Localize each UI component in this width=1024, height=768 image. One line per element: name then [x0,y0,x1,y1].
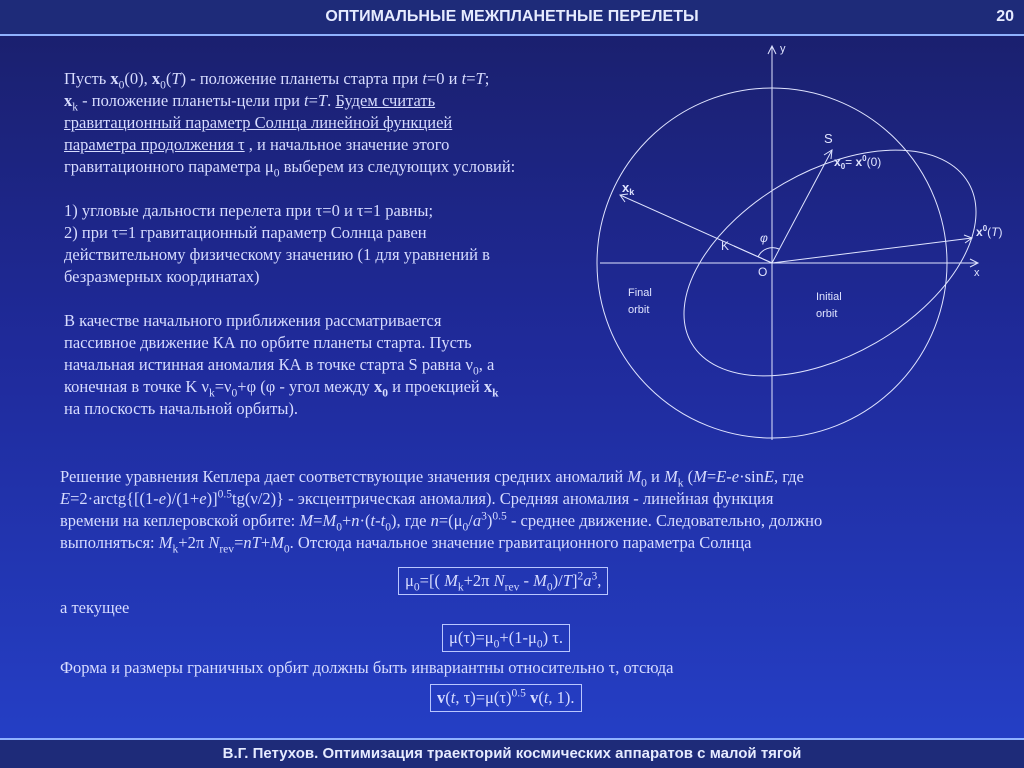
p1-line-3: гравитационный параметр Солнца линейной функцией [64,113,453,132]
initial-orbit-label-1: Initial [816,291,842,303]
bottom-line-3: времени на кеплеровской орбите: $M=M_0+n\cdot(t-t_0)$, где $n=(\mu_0/a^3)^{0.5}$ - среднее движение. Следовательно, должно [60,510,823,534]
formula-mu0-box [398,567,608,595]
x0-vector [772,150,832,263]
bottom-line-1: Решение уравнения Кеплера дает соответствующие значения средних аномалий $M_0$ и $M_k$ (M=E-e·sinE, где [60,467,804,490]
point-k-label: K [721,239,730,253]
formula-mu-tau-box [442,624,570,652]
formula-velocity: v(t, $\tau)=\mu(\tau)^{0.5}$ v(t, 1). [437,687,575,707]
xk-vector-label: $x_k$ [622,180,635,197]
p2-line-2: 2) при τ=1 гравитационный параметр Солнца равен [64,223,427,242]
footer-text: В.Г. Петухов. Оптимизация траекторий космических аппаратов с малой тягой [222,745,802,762]
xt-vector-label: $x^0(T)$ [976,224,1003,239]
formula-mu0: $\mu_0=$[( $M_k+2\pi$ $N_{rev} - M_0)/T]^2a^3$, [405,570,602,594]
final-orbit-label-2: orbit [628,304,650,316]
paragraph-definitions [64,68,624,178]
bottom-line-4: выполняться: $M_k+2\pi$ $N_{rev}=nT+M_0$. Отсюда начальное значение гравитационного параметра Солнца [60,533,752,556]
p3-line-1: В качестве начального приближения рассматривается [64,311,442,330]
point-s-label: S [824,131,833,146]
x0-vector-label: $x_0= x^0(0)$ [834,154,882,171]
p2-line-4: безразмерных координатах) [64,267,260,286]
slide-title: ОПТИМАЛЬНЫЕ МЕЖПЛАНЕТНЫЕ ПЕРЕЛЕТЫ [325,8,699,25]
y-axis-label: y [780,43,786,55]
p3-line-3: начальная истинная аномалия КА в точке старта S равна $\nu_0$, а [64,355,495,378]
p1-line-5: гравитационного параметра $\mu_0$ выберем из следующих условий: [64,157,516,180]
paragraph-conditions [64,200,624,288]
final-orbit-label-1: Final [628,287,652,299]
xt-vector [772,238,972,263]
p2-line-1: 1) угловые дальности перелета при τ=0 и τ=1 равны; [64,201,434,220]
origin-label: O [758,265,768,279]
text-and-current: а текущее [60,598,130,617]
initial-orbit-label-2: orbit [816,308,838,320]
text-invariance: Форма и размеры граничных орбит должны быть инвариантны относительно τ, отсюда [60,658,674,677]
p2-line-3: действительному физическому значению (1 для уравнений в [64,245,490,264]
p1-line-1: Пусть $x_0(0)$, $x_0(T)$ - положение планеты старта при t=0 и t=T; [64,69,490,92]
phi-label: φ [760,231,768,245]
p3-line-4: конечная в точке K $\nu_k=\nu_0+\varphi$ (φ - угол между $x_0$ и проекцией $x_k$ [64,377,499,400]
orbit-diagram [596,38,1024,442]
p3-line-2: пассивное движение КА по орбите планеты старта. Пусть [64,333,472,352]
paragraph-initial-approx [64,310,624,420]
footer-bar [0,738,1024,768]
formula-mu-tau: $\mu(\tau)=\mu_0+(1-\mu_0)$ τ. [449,628,563,651]
formula-velocity-box [430,684,582,712]
paragraph-kepler [60,466,990,554]
header-bar [0,0,1024,36]
x-axis-label: x [974,267,980,279]
p1-line-4: параметра продолжения τ , и начальное значение этого [64,135,450,154]
bottom-line-2: $E=2\cdot arctg\{[(1-e)/(1+e)]^{0.5}tg(\nu/2)\}$ - эксцентрическая аномалия). Средняя аномалия - линейная функция [60,488,774,508]
p1-line-2: $x_k$ - положение планеты-цели при t=T. Будем считать [64,91,436,114]
p3-line-5: на плоскость начальной орбиты). [64,399,299,418]
page-number: 20 [996,8,1014,25]
